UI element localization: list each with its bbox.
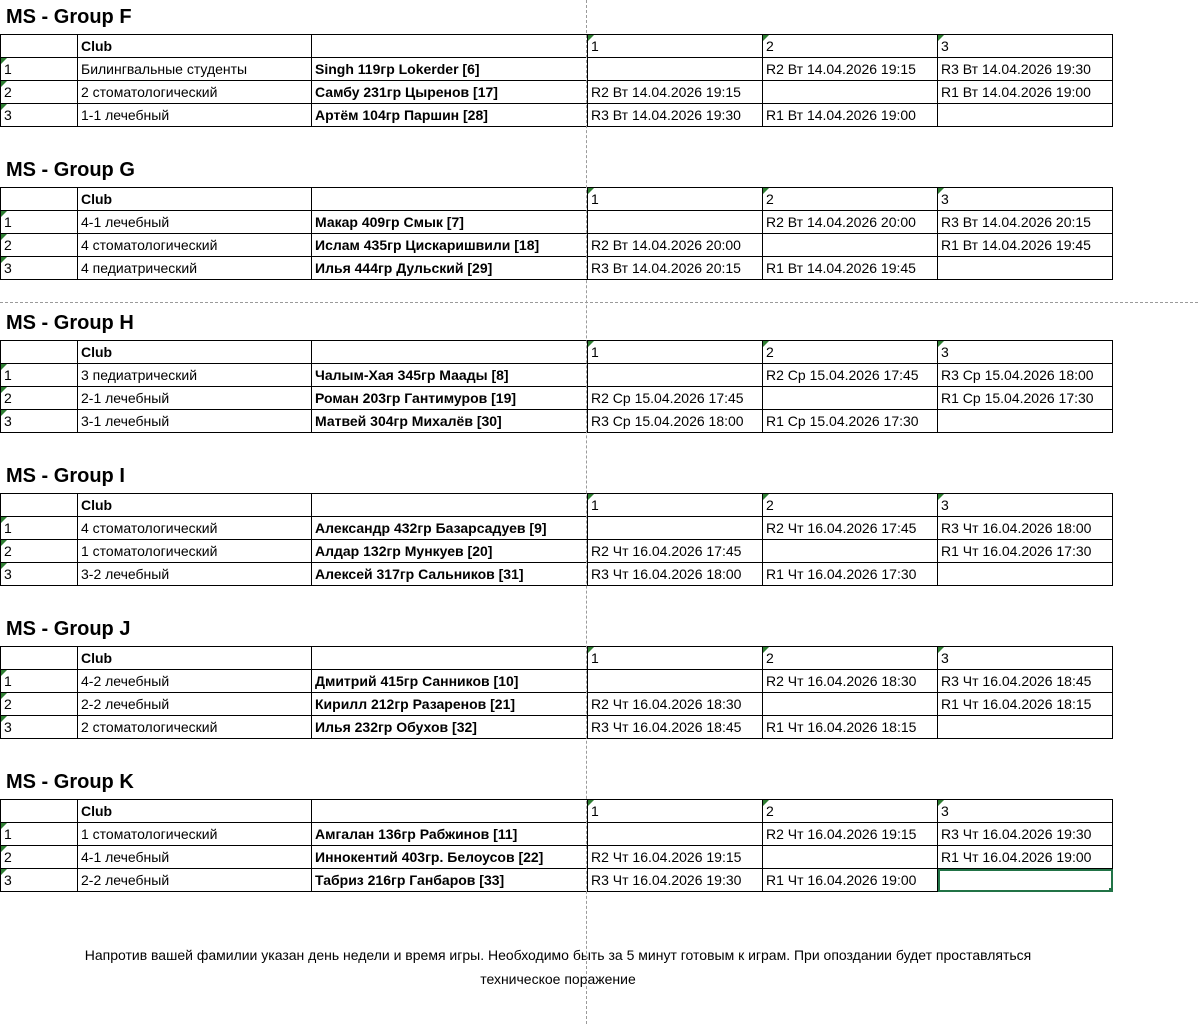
- club-cell[interactable]: 4-1 лечебный: [78, 846, 312, 869]
- round-2-cell[interactable]: R2 Вт 14.04.2026 20:00: [763, 211, 938, 234]
- club-cell[interactable]: 3-1 лечебный: [78, 410, 312, 433]
- player-cell[interactable]: Матвей 304гр Михалёв [30]: [312, 410, 588, 433]
- header-round-1-cell[interactable]: 1: [588, 494, 763, 517]
- page-break-horizontal: [0, 302, 1198, 303]
- round-2-cell[interactable]: R2 Ср 15.04.2026 17:45: [763, 364, 938, 387]
- round-3-cell[interactable]: R3 Ср 15.04.2026 18:00: [938, 364, 1113, 387]
- fill-handle[interactable]: [1109, 888, 1113, 892]
- round-3-cell[interactable]: R1 Чт 16.04.2026 19:00: [938, 846, 1113, 869]
- footer-note: [0, 943, 1116, 991]
- round-1-cell[interactable]: R3 Вт 14.04.2026 19:30: [588, 104, 763, 127]
- header-club-cell[interactable]: Club: [78, 800, 312, 823]
- group-table: [0, 493, 1113, 586]
- player-cell[interactable]: Макар 409гр Смык [7]: [312, 211, 588, 234]
- round-1-cell[interactable]: [588, 517, 763, 540]
- round-1-cell[interactable]: R3 Вт 14.04.2026 20:15: [588, 257, 763, 280]
- footer-line-1: Напротив вашей фамилии указан день недели и время игры. Необходимо быть за 5 минут готовым к играм. При опоздании будет проставляться: [84, 947, 1032, 963]
- club-cell[interactable]: 1-1 лечебный: [78, 104, 312, 127]
- round-1-cell[interactable]: R2 Вт 14.04.2026 20:00: [588, 234, 763, 257]
- round-3-cell[interactable]: R3 Вт 14.04.2026 19:30: [938, 58, 1113, 81]
- header-row: [1, 341, 1113, 364]
- round-3-cell[interactable]: [938, 716, 1113, 739]
- player-cell[interactable]: Дмитрий 415гр Санников [10]: [312, 670, 588, 693]
- header-round-2-cell[interactable]: 2: [763, 188, 938, 211]
- round-3-cell[interactable]: [938, 257, 1113, 280]
- footer-line-2: техническое поражение: [480, 971, 636, 987]
- header-player-cell[interactable]: [312, 800, 588, 823]
- round-3-cell[interactable]: R3 Чт 16.04.2026 18:00: [938, 517, 1113, 540]
- group-table: [0, 340, 1113, 433]
- group-title: MS - Group H: [6, 312, 134, 334]
- round-3-cell[interactable]: R1 Ср 15.04.2026 17:30: [938, 387, 1113, 410]
- table-row: [1, 257, 1113, 280]
- header-player-cell[interactable]: [312, 35, 588, 58]
- player-cell[interactable]: Алексей 317гр Сальников [31]: [312, 563, 588, 586]
- round-1-cell[interactable]: [588, 211, 763, 234]
- row-num-cell[interactable]: 2: [1, 540, 78, 563]
- club-cell[interactable]: 3 педиатрический: [78, 364, 312, 387]
- round-3-cell[interactable]: R1 Чт 16.04.2026 18:15: [938, 693, 1113, 716]
- row-num-cell[interactable]: 2: [1, 693, 78, 716]
- header-player-cell[interactable]: [312, 188, 588, 211]
- player-cell[interactable]: Роман 203гр Гантимуров [19]: [312, 387, 588, 410]
- round-3-cell[interactable]: [938, 104, 1113, 127]
- player-cell[interactable]: Иннокентий 403гр. Белоусов [22]: [312, 846, 588, 869]
- row-num-cell[interactable]: 3: [1, 563, 78, 586]
- player-cell[interactable]: Табриз 216гр Ганбаров [33]: [312, 869, 588, 892]
- header-row: [1, 647, 1113, 670]
- round-2-cell[interactable]: [763, 387, 938, 410]
- table-row: [1, 716, 1113, 739]
- row-num-cell[interactable]: 3: [1, 410, 78, 433]
- club-cell[interactable]: 2 стоматологический: [78, 81, 312, 104]
- header-round-1-cell[interactable]: 1: [588, 35, 763, 58]
- header-num-cell[interactable]: [1, 35, 78, 58]
- header-player-cell[interactable]: [312, 341, 588, 364]
- round-2-cell[interactable]: R2 Чт 16.04.2026 18:30: [763, 670, 938, 693]
- header-round-2-cell[interactable]: 2: [763, 494, 938, 517]
- club-cell[interactable]: 3-2 лечебный: [78, 563, 312, 586]
- header-club-cell[interactable]: Club: [78, 494, 312, 517]
- header-round-1-cell[interactable]: 1: [588, 188, 763, 211]
- table-row: [1, 410, 1113, 433]
- player-cell[interactable]: Амгалан 136гр Рабжинов [11]: [312, 823, 588, 846]
- header-row: [1, 35, 1113, 58]
- round-2-cell[interactable]: [763, 234, 938, 257]
- round-2-cell[interactable]: R1 Ср 15.04.2026 17:30: [763, 410, 938, 433]
- round-3-cell[interactable]: R1 Вт 14.04.2026 19:45: [938, 234, 1113, 257]
- table-row: [1, 869, 1113, 892]
- round-1-cell[interactable]: [588, 823, 763, 846]
- group-table: [0, 646, 1113, 739]
- row-num-cell[interactable]: 1: [1, 670, 78, 693]
- table-row: [1, 211, 1113, 234]
- club-cell[interactable]: 2-2 лечебный: [78, 869, 312, 892]
- round-2-cell[interactable]: R1 Чт 16.04.2026 18:15: [763, 716, 938, 739]
- header-round-3-cell[interactable]: 3: [938, 800, 1113, 823]
- round-2-cell[interactable]: [763, 540, 938, 563]
- player-cell[interactable]: Самбу 231гр Цыренов [17]: [312, 81, 588, 104]
- round-2-cell[interactable]: R2 Чт 16.04.2026 19:15: [763, 823, 938, 846]
- round-1-cell[interactable]: R2 Вт 14.04.2026 19:15: [588, 81, 763, 104]
- header-num-cell[interactable]: [1, 494, 78, 517]
- header-round-3-cell[interactable]: 3: [938, 35, 1113, 58]
- club-cell[interactable]: 4-1 лечебный: [78, 211, 312, 234]
- header-round-1-cell[interactable]: 1: [588, 341, 763, 364]
- round-2-cell[interactable]: R1 Вт 14.04.2026 19:00: [763, 104, 938, 127]
- header-row: [1, 800, 1113, 823]
- group-table: [0, 799, 1113, 892]
- header-club-cell[interactable]: Club: [78, 647, 312, 670]
- round-1-cell[interactable]: [588, 58, 763, 81]
- round-2-cell[interactable]: R1 Чт 16.04.2026 17:30: [763, 563, 938, 586]
- header-row: [1, 188, 1113, 211]
- table-row: [1, 823, 1113, 846]
- table-row: [1, 670, 1113, 693]
- table-row: [1, 846, 1113, 869]
- header-club-cell[interactable]: Club: [78, 188, 312, 211]
- club-cell[interactable]: 4 стоматологический: [78, 517, 312, 540]
- row-num-cell[interactable]: 2: [1, 234, 78, 257]
- club-cell[interactable]: 2-1 лечебный: [78, 387, 312, 410]
- round-1-cell[interactable]: R3 Чт 16.04.2026 19:30: [588, 869, 763, 892]
- row-num-cell[interactable]: 1: [1, 364, 78, 387]
- round-3-cell[interactable]: R3 Чт 16.04.2026 19:30: [938, 823, 1113, 846]
- player-cell[interactable]: Singh 119гр Lokerder [6]: [312, 58, 588, 81]
- header-round-3-cell[interactable]: 3: [938, 494, 1113, 517]
- group-title: MS - Group I: [6, 465, 125, 487]
- club-cell[interactable]: 2 стоматологический: [78, 716, 312, 739]
- group-title: MS - Group J: [6, 618, 131, 640]
- header-player-cell[interactable]: [312, 647, 588, 670]
- round-1-cell[interactable]: R3 Чт 16.04.2026 18:45: [588, 716, 763, 739]
- round-1-cell[interactable]: [588, 670, 763, 693]
- round-2-cell[interactable]: R1 Вт 14.04.2026 19:45: [763, 257, 938, 280]
- header-club-cell[interactable]: Club: [78, 35, 312, 58]
- table-row: [1, 234, 1113, 257]
- header-num-cell[interactable]: [1, 800, 78, 823]
- round-2-cell[interactable]: [763, 693, 938, 716]
- player-cell[interactable]: Артём 104гр Паршин [28]: [312, 104, 588, 127]
- table-row: [1, 81, 1113, 104]
- round-2-cell[interactable]: R1 Чт 16.04.2026 19:00: [763, 869, 938, 892]
- group-table: [0, 34, 1113, 127]
- round-2-cell[interactable]: [763, 81, 938, 104]
- group-table: [0, 187, 1113, 280]
- player-cell[interactable]: Кирилл 212гр Разаренов [21]: [312, 693, 588, 716]
- group-title: MS - Group G: [6, 159, 135, 181]
- player-cell[interactable]: Чалым-Хая 345гр Маады [8]: [312, 364, 588, 387]
- club-cell[interactable]: 4 стоматологический: [78, 234, 312, 257]
- table-row: [1, 693, 1113, 716]
- round-3-cell[interactable]: R1 Чт 16.04.2026 17:30: [938, 540, 1113, 563]
- club-cell[interactable]: 1 стоматологический: [78, 540, 312, 563]
- round-2-cell[interactable]: R2 Вт 14.04.2026 19:15: [763, 58, 938, 81]
- round-1-cell[interactable]: R2 Чт 16.04.2026 18:30: [588, 693, 763, 716]
- player-cell[interactable]: Ислам 435гр Цискаришвили [18]: [312, 234, 588, 257]
- club-cell[interactable]: Билингвальные студенты: [78, 58, 312, 81]
- round-3-cell[interactable]: R3 Чт 16.04.2026 18:45: [938, 670, 1113, 693]
- round-1-cell[interactable]: R3 Ср 15.04.2026 18:00: [588, 410, 763, 433]
- row-num-cell[interactable]: 3: [1, 869, 78, 892]
- header-num-cell[interactable]: [1, 341, 78, 364]
- row-num-cell[interactable]: 2: [1, 387, 78, 410]
- header-round-1-cell[interactable]: 1: [588, 800, 763, 823]
- row-num-cell[interactable]: 1: [1, 211, 78, 234]
- round-2-cell[interactable]: [763, 846, 938, 869]
- selected-cell[interactable]: [938, 869, 1113, 892]
- header-round-2-cell[interactable]: 2: [763, 35, 938, 58]
- header-round-2-cell[interactable]: 2: [763, 647, 938, 670]
- table-row: [1, 364, 1113, 387]
- round-1-cell[interactable]: R3 Чт 16.04.2026 18:00: [588, 563, 763, 586]
- header-round-3-cell[interactable]: 3: [938, 647, 1113, 670]
- table-row: [1, 563, 1113, 586]
- header-round-3-cell[interactable]: 3: [938, 341, 1113, 364]
- table-row: [1, 540, 1113, 563]
- club-cell[interactable]: 4 педиатрический: [78, 257, 312, 280]
- header-club-cell[interactable]: Club: [78, 341, 312, 364]
- row-num-cell[interactable]: 2: [1, 846, 78, 869]
- round-3-cell[interactable]: [938, 563, 1113, 586]
- round-1-cell[interactable]: R2 Чт 16.04.2026 17:45: [588, 540, 763, 563]
- header-row: [1, 494, 1113, 517]
- row-num-cell[interactable]: 3: [1, 257, 78, 280]
- header-round-2-cell[interactable]: 2: [763, 341, 938, 364]
- row-num-cell[interactable]: 2: [1, 81, 78, 104]
- club-cell[interactable]: 1 стоматологический: [78, 823, 312, 846]
- row-num-cell[interactable]: 1: [1, 823, 78, 846]
- header-round-1-cell[interactable]: 1: [588, 647, 763, 670]
- player-cell[interactable]: Илья 444гр Дульский [29]: [312, 257, 588, 280]
- table-row: [1, 58, 1113, 81]
- club-cell[interactable]: 2-2 лечебный: [78, 693, 312, 716]
- player-cell[interactable]: Алдар 132гр Мункуев [20]: [312, 540, 588, 563]
- row-num-cell[interactable]: 1: [1, 517, 78, 540]
- round-3-cell[interactable]: R3 Вт 14.04.2026 20:15: [938, 211, 1113, 234]
- player-cell[interactable]: Илья 232гр Обухов [32]: [312, 716, 588, 739]
- round-1-cell[interactable]: R2 Ср 15.04.2026 17:45: [588, 387, 763, 410]
- table-row: [1, 387, 1113, 410]
- group-title: MS - Group F: [6, 6, 132, 28]
- header-num-cell[interactable]: [1, 647, 78, 670]
- table-row: [1, 104, 1113, 127]
- header-num-cell[interactable]: [1, 188, 78, 211]
- row-num-cell[interactable]: 3: [1, 104, 78, 127]
- club-cell[interactable]: 4-2 лечебный: [78, 670, 312, 693]
- round-1-cell[interactable]: [588, 364, 763, 387]
- header-round-2-cell[interactable]: 2: [763, 800, 938, 823]
- group-title: MS - Group K: [6, 771, 134, 793]
- header-round-3-cell[interactable]: 3: [938, 188, 1113, 211]
- row-num-cell[interactable]: 3: [1, 716, 78, 739]
- round-3-cell[interactable]: R1 Вт 14.04.2026 19:00: [938, 81, 1113, 104]
- row-num-cell[interactable]: 1: [1, 58, 78, 81]
- header-player-cell[interactable]: [312, 494, 588, 517]
- table-row: [1, 517, 1113, 540]
- round-1-cell[interactable]: R2 Чт 16.04.2026 19:15: [588, 846, 763, 869]
- round-2-cell[interactable]: R2 Чт 16.04.2026 17:45: [763, 517, 938, 540]
- round-3-cell[interactable]: [938, 410, 1113, 433]
- player-cell[interactable]: Александр 432гр Базарсадуев [9]: [312, 517, 588, 540]
